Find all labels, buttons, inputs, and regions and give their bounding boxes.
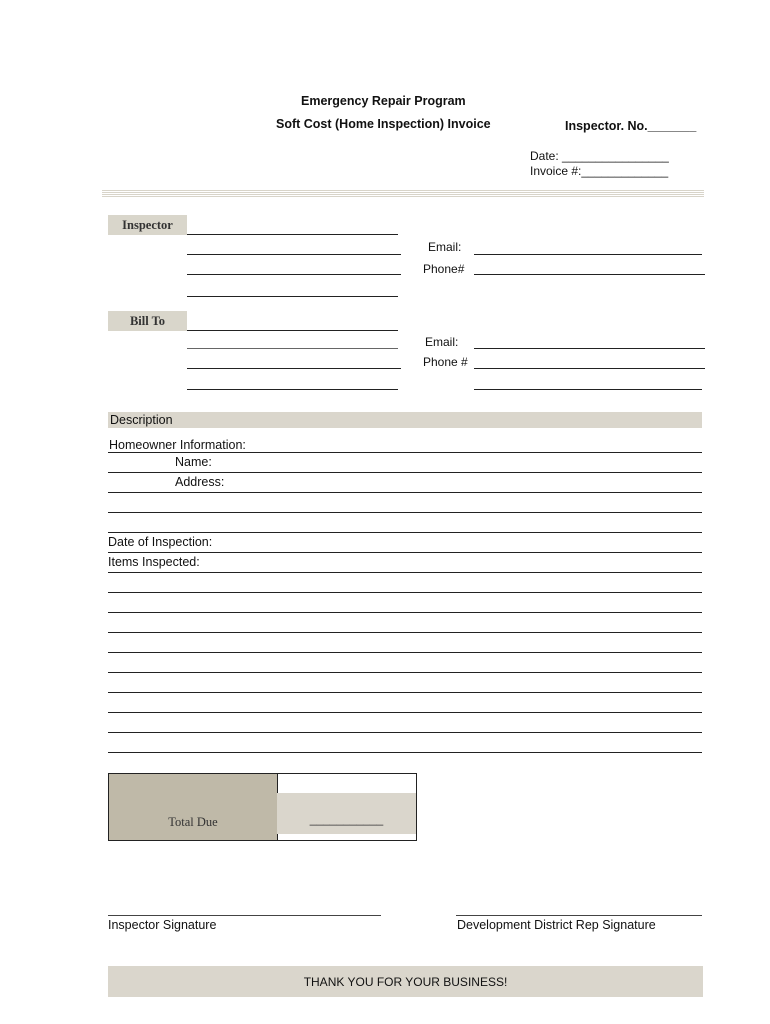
inspector-address-line[interactable] bbox=[187, 274, 401, 275]
description-line[interactable] bbox=[108, 532, 702, 533]
total-due-value-cell[interactable] bbox=[277, 793, 416, 834]
bill-to-tag: Bill To bbox=[108, 311, 187, 331]
description-line[interactable] bbox=[108, 712, 702, 713]
header-separator bbox=[102, 190, 704, 198]
program-title: Emergency Repair Program bbox=[301, 94, 466, 108]
inspector-email-label: Email: bbox=[428, 240, 462, 254]
thank-you-banner bbox=[108, 966, 703, 997]
district-rep-signature-label: Development District Rep Signature bbox=[457, 918, 656, 932]
district-rep-signature-line[interactable] bbox=[456, 915, 702, 916]
description-line[interactable] bbox=[108, 632, 702, 633]
inspector-city-line[interactable] bbox=[187, 296, 398, 297]
description-line[interactable] bbox=[108, 652, 702, 653]
date-of-inspection-label: Date of Inspection: bbox=[108, 535, 213, 549]
description-line[interactable] bbox=[108, 552, 702, 553]
bill-to-company-line[interactable] bbox=[187, 348, 398, 349]
inspector-company-line[interactable] bbox=[187, 254, 401, 255]
description-line[interactable] bbox=[108, 732, 702, 733]
inspector-tag: Inspector bbox=[108, 215, 187, 235]
address-label: Address: bbox=[175, 475, 225, 489]
inspector-number-label: Inspector. No._______ bbox=[565, 119, 697, 133]
inspector-phone-label: Phone# bbox=[423, 262, 465, 276]
description-line[interactable] bbox=[108, 752, 702, 753]
date-label: Date: ________________ bbox=[530, 149, 669, 163]
description-line[interactable] bbox=[108, 672, 702, 673]
description-bar bbox=[108, 412, 702, 428]
bill-to-phone-line[interactable] bbox=[474, 368, 705, 369]
total-due-label: Total Due bbox=[168, 815, 218, 829]
bill-to-city-line[interactable] bbox=[187, 389, 398, 390]
description-line[interactable] bbox=[108, 692, 702, 693]
inspector-email-line[interactable] bbox=[474, 254, 702, 255]
description-line[interactable] bbox=[108, 492, 702, 493]
total-due-value: ___________ bbox=[309, 812, 384, 826]
items-inspected-label: Items Inspected: bbox=[108, 555, 200, 569]
description-line[interactable] bbox=[108, 472, 702, 473]
description-header: Description bbox=[110, 413, 173, 427]
bill-to-name-line[interactable] bbox=[187, 330, 398, 331]
invoice-number-label: Invoice #:_____________ bbox=[530, 164, 669, 178]
bill-to-email-line[interactable] bbox=[474, 348, 705, 349]
inspector-name-line[interactable] bbox=[187, 234, 398, 235]
inspector-signature-line[interactable] bbox=[108, 915, 381, 916]
name-label: Name: bbox=[175, 455, 212, 469]
homeowner-info-label: Homeowner Information: bbox=[109, 438, 246, 452]
bill-to-email-label: Email: bbox=[425, 335, 459, 349]
inspector-signature-label: Inspector Signature bbox=[108, 918, 217, 932]
description-line[interactable] bbox=[108, 572, 702, 573]
bill-to-phone-label: Phone # bbox=[423, 355, 468, 369]
description-line[interactable] bbox=[108, 452, 702, 453]
description-line[interactable] bbox=[108, 592, 702, 593]
total-due-label-cell bbox=[109, 774, 278, 840]
thank-you-text: THANK YOU FOR YOUR BUSINESS! bbox=[303, 974, 508, 989]
inspector-phone-line[interactable] bbox=[474, 274, 705, 275]
description-line[interactable] bbox=[108, 612, 702, 613]
description-line[interactable] bbox=[108, 512, 702, 513]
total-due-box bbox=[108, 773, 417, 841]
invoice-title: Soft Cost (Home Inspection) Invoice bbox=[276, 117, 491, 131]
bill-to-address-line[interactable] bbox=[187, 368, 401, 369]
bill-to-extra-line[interactable] bbox=[474, 389, 702, 390]
